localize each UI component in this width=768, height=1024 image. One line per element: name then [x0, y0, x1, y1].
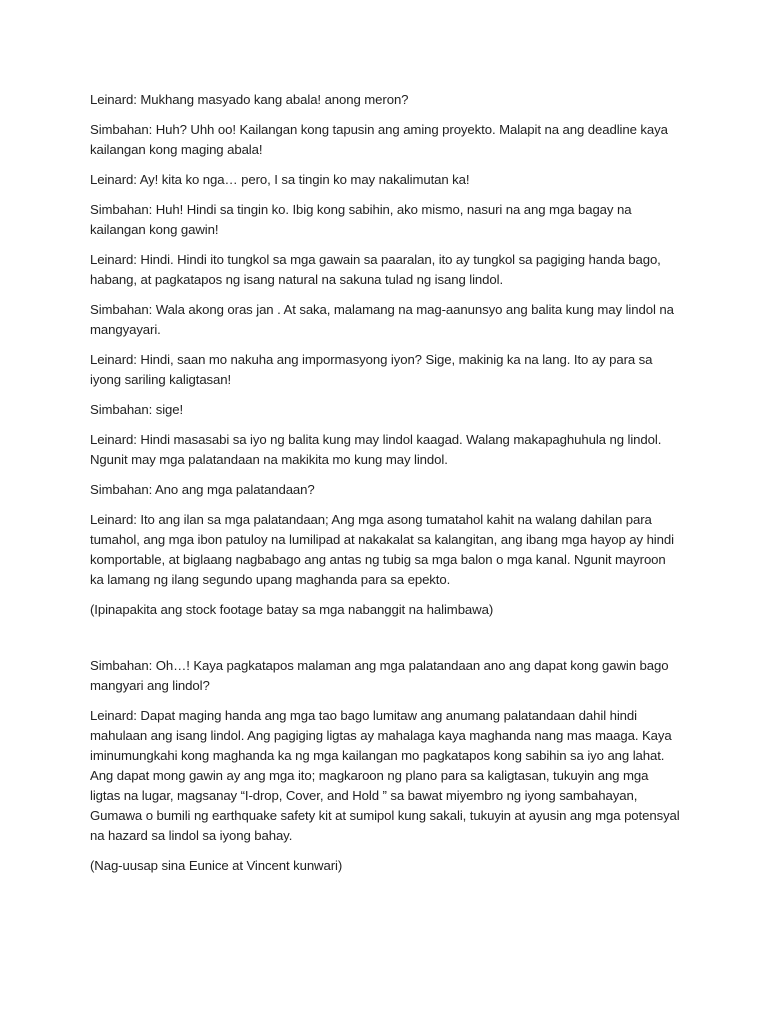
document-body [90, 90, 680, 886]
dialogue-line: Leinard: Hindi. Hindi ito tungkol sa mga gawain sa paaralan, ito ay tungkol sa pagiging handa bago, habang, at pagkatapos ng isang natural na sakuna tulad ng isang lindol. [90, 252, 661, 287]
dialogue-line: Simbahan: Wala akong oras jan . At saka, malamang na mag-aanunsyo ang balita kung may lindol na mangyayari. [90, 302, 674, 337]
dialogue-line: Leinard: Mukhang masyado kang abala! anong meron? [90, 92, 409, 107]
dialogue-line: Simbahan: Oh…! Kaya pagkatapos malaman ang mga palatandaan ano ang dapat kong gawin bago mangyari ang lindol? [90, 658, 669, 693]
stage-direction: (Ipinapakita ang stock footage batay sa mga nabanggit na halimbawa) [90, 602, 494, 617]
dialogue-line: Leinard: Hindi, saan mo nakuha ang impormasyong iyon? Sige, makinig ka na lang. Ito ay para sa iyong sariling kaligtasan! [90, 352, 653, 387]
dialogue-line: Leinard: Dapat maging handa ang mga tao bago lumitaw ang anumang palatandaan dahil hindi mahulaan ang isang lindol. Ang pagiging ligtas ay mahalaga kaya maghanda nang mas maaga. Kaya iminumungkahi kong maghanda ka ng mga kailangan mo pagkatapos kong sabihin sa iyo ang lahat. Ang dapat mong gawin ay ang mga ito; magkaroon ng plano para sa kaligtasan, tukuyin ang mga ligtas na lugar, magsanay “I-drop, Cover, and Hold ” sa bawat miyembro ng iyong sambahayan, Gumawa o bumili ng earthquake safety kit at sumipol kung sakali, tukuyin at ayusin ang mga potensyal na hazard sa lindol sa iyong bahay. [90, 708, 680, 843]
stage-direction: (Nag-uusap sina Eunice at Vincent kunwari) [90, 858, 343, 873]
dialogue-line: Leinard: Hindi masasabi sa iyo ng balita kung may lindol kaagad. Walang makapaghuhula ng lindol. Ngunit may mga palatandaan na makikita mo kung may lindol. [90, 432, 662, 467]
dialogue-line: Simbahan: Huh! Hindi sa tingin ko. Ibig kong sabihin, ako mismo, nasuri na ang mga bagay na kailangan kong gawin! [90, 202, 632, 237]
dialogue-line: Simbahan: Huh? Uhh oo! Kailangan kong tapusin ang aming proyekto. Malapit na ang deadline kaya kailangan kong maging abala! [90, 122, 668, 157]
dialogue-line: Simbahan: Ano ang mga palatandaan? [90, 482, 315, 497]
dialogue-line: Leinard: Ay! kita ko nga… pero, I sa tingin ko may nakalimutan ka! [90, 172, 470, 187]
dialogue-line: Simbahan: sige! [90, 402, 184, 417]
dialogue-line: Leinard: Ito ang ilan sa mga palatandaan; Ang mga asong tumatahol kahit na walang dahilan para tumahol, ang mga ibon patuloy na lumilipad at nakakalat sa kalangitan, ang ibang mga hayop ay hindi komportable, at biglaang nagbabago ang antas ng tubig sa mga balon o mga kanal. Ngunit mayroon ka lamang ng ilang segundo upang maghanda para sa epekto. [90, 512, 674, 587]
section-gap [90, 630, 680, 656]
